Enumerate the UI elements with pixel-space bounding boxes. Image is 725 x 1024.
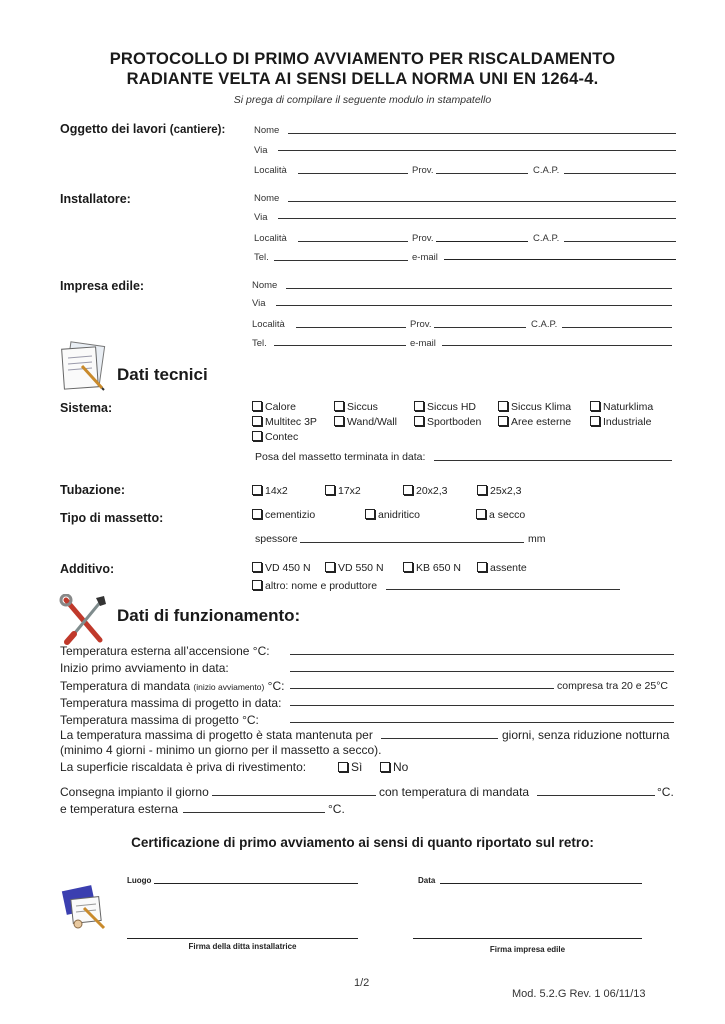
minimo-note: (minimo 4 giorni - minimo un giorno per il massetto a secco).	[60, 743, 382, 757]
oggetto-nome-label: Nome	[254, 125, 280, 136]
impresa-email-label: e-mail	[410, 338, 436, 349]
tubazione-option-14x2[interactable]: 14x2	[252, 485, 288, 497]
checkbox[interactable]	[252, 416, 262, 426]
oggetto-via-field[interactable]	[278, 150, 676, 151]
checkbox[interactable]	[477, 485, 487, 495]
checkbox[interactable]	[477, 562, 487, 572]
luogo-label: Luogo	[127, 876, 152, 885]
checkbox[interactable]	[403, 485, 413, 495]
impresa-localita-label: Località	[252, 319, 285, 330]
sistema-label: Sistema:	[60, 401, 113, 415]
posa-label: Posa del massetto terminata in data:	[255, 451, 426, 463]
checkbox[interactable]	[365, 509, 375, 519]
superficie-option-no[interactable]: No	[380, 760, 408, 774]
additivo-option-kb650n[interactable]: KB 650 N	[403, 562, 461, 574]
altro-field[interactable]	[386, 589, 620, 590]
sistema-option-naturklima[interactable]: Naturklima	[590, 401, 653, 413]
impresa-nome-field[interactable]	[286, 288, 672, 289]
inizio-label: Inizio primo avviamento in data:	[60, 661, 229, 675]
sistema-option-siccus-klima[interactable]: Siccus Klima	[498, 401, 571, 413]
impresa-tel-label: Tel.	[252, 338, 267, 349]
massetto-label: Tipo di massetto:	[60, 511, 164, 525]
max-data-label: Temperatura massima di progetto in data:	[60, 696, 282, 710]
installatore-nome-field[interactable]	[288, 201, 676, 202]
impresa-via-label: Via	[252, 298, 266, 309]
mandata-label: Temperatura di mandata (inizio avviamento) °C:	[60, 679, 285, 693]
e-temp-field[interactable]	[183, 812, 325, 813]
con-temp-unit: °C.	[657, 785, 674, 799]
luogo-field[interactable]	[154, 883, 358, 884]
temp-esterna-label: Temperatura esterna all’accensione °C:	[60, 644, 270, 658]
checkbox[interactable]	[590, 401, 600, 411]
tubazione-option-17x2[interactable]: 17x2	[325, 485, 361, 497]
oggetto-prov-field[interactable]	[436, 173, 528, 174]
sistema-option-sportboden[interactable]: Sportboden	[414, 416, 481, 428]
impresa-email-field[interactable]	[442, 345, 672, 346]
checkbox[interactable]	[252, 562, 262, 572]
posa-field[interactable]	[434, 460, 672, 461]
oggetto-via-label: Via	[254, 145, 268, 156]
installatore-cap-field[interactable]	[564, 241, 676, 242]
oggetto-localita-label: Località	[254, 165, 287, 176]
dati-tecnici-heading: Dati tecnici	[117, 365, 208, 384]
installatore-email-field[interactable]	[444, 259, 676, 260]
checkbox[interactable]	[252, 431, 262, 441]
installatore-label: Installatore:	[60, 192, 131, 206]
impresa-cap-label: C.A.P.	[531, 319, 558, 330]
checkbox[interactable]	[252, 509, 262, 519]
page-number: 1/2	[354, 977, 370, 989]
installatore-via-label: Via	[254, 212, 268, 223]
giorni-field[interactable]	[381, 738, 498, 739]
tubazione-option-20x2-3[interactable]: 20x2,3	[403, 485, 448, 497]
data-field[interactable]	[440, 883, 642, 884]
impresa-nome-label: Nome	[252, 280, 278, 291]
additivo-option-altro[interactable]: altro: nome e produttore	[252, 580, 377, 592]
checkbox[interactable]	[498, 401, 508, 411]
subtitle: Si prega di compilare il seguente modulo in stampatello	[233, 94, 492, 106]
checkbox[interactable]	[590, 416, 600, 426]
sistema-option-multitec[interactable]: Multitec 3P	[252, 416, 317, 428]
superficie-label: La superficie riscaldata è priva di rivestimento:	[60, 760, 307, 774]
additivo-option-vd450n[interactable]: VD 450 N	[252, 562, 311, 574]
mandata-field[interactable]	[290, 688, 554, 689]
sistema-option-siccus[interactable]: Siccus	[334, 401, 378, 413]
con-temp-label: con temperatura di mandata	[379, 785, 530, 799]
checkbox[interactable]	[252, 580, 262, 590]
checkbox[interactable]	[325, 485, 335, 495]
firma-impresa-label: Firma impresa edile	[489, 945, 566, 954]
massetto-option-cementizio[interactable]: cementizio	[252, 509, 315, 521]
consegna-label: Consegna impianto il giorno	[60, 785, 209, 799]
notepad-icon	[58, 340, 110, 392]
title-line-2: RADIANTE VELTA AI SENSI DELLA NORMA UNI EN 1264-4.	[126, 70, 599, 88]
impresa-localita-field[interactable]	[296, 327, 406, 328]
installatore-tel-label: Tel.	[254, 252, 269, 263]
tubazione-option-25x2-3[interactable]: 25x2,3	[477, 485, 522, 497]
checkbox[interactable]	[252, 485, 262, 495]
installatore-tel-field[interactable]	[274, 260, 408, 261]
checkbox[interactable]	[414, 416, 424, 426]
sistema-option-contec[interactable]: Contec	[252, 431, 298, 443]
title-line-1: PROTOCOLLO DI PRIMO AVVIAMENTO PER RISCALDAMENTO	[109, 50, 616, 68]
impresa-tel-field[interactable]	[274, 345, 406, 346]
sistema-option-siccus-hd[interactable]: Siccus HD	[414, 401, 476, 413]
additivo-label: Additivo:	[60, 562, 115, 576]
checkbox[interactable]	[334, 401, 344, 411]
e-temp-unit: °C.	[328, 802, 345, 816]
impresa-label: Impresa edile:	[60, 279, 145, 293]
installatore-email-label: e-mail	[412, 252, 438, 263]
sistema-option-wand-wall[interactable]: Wand/Wall	[334, 416, 397, 428]
sistema-option-industriale[interactable]: Industriale	[590, 416, 651, 428]
firma-ditta-field[interactable]	[127, 938, 358, 939]
consegna-field[interactable]	[212, 795, 376, 796]
e-temp-label: e temperatura esterna	[60, 802, 179, 816]
form-revision: Mod. 5.2.G Rev. 1 06/11/13	[512, 988, 646, 1000]
impresa-prov-field[interactable]	[434, 327, 526, 328]
firma-ditta-label: Firma della ditta installatrice	[188, 942, 297, 951]
installatore-cap-label: C.A.P.	[533, 233, 560, 244]
temp-esterna-field[interactable]	[290, 654, 674, 655]
installatore-localita-label: Località	[254, 233, 287, 244]
oggetto-label: Oggetto dei lavori (cantiere):	[60, 122, 226, 136]
checkbox[interactable]	[252, 401, 262, 411]
spessore-unit: mm	[528, 533, 546, 545]
oggetto-cap-label: C.A.P.	[533, 165, 560, 176]
con-temp-field[interactable]	[537, 795, 655, 796]
checkbox[interactable]	[414, 401, 424, 411]
additivo-option-vd550n[interactable]: VD 550 N	[325, 562, 384, 574]
giorni-label: giorni, senza riduzione notturna	[502, 728, 670, 742]
sistema-option-calore[interactable]: Calore	[252, 401, 296, 413]
oggetto-cap-field[interactable]	[564, 173, 676, 174]
installatore-via-field[interactable]	[278, 218, 676, 219]
additivo-option-assente[interactable]: assente	[477, 562, 527, 574]
checkbox[interactable]	[403, 562, 413, 572]
checkbox[interactable]	[498, 416, 508, 426]
max-c-field[interactable]	[290, 722, 674, 723]
spessore-field[interactable]	[300, 542, 524, 543]
sistema-option-aree-esterne[interactable]: Aree esterne	[498, 416, 571, 428]
compresa-note: compresa tra 20 e 25°C	[557, 680, 669, 692]
checkbox[interactable]	[476, 509, 486, 519]
max-c-label: Temperatura massima di progetto °C:	[60, 713, 259, 727]
oggetto-prov-label: Prov.	[412, 165, 434, 176]
oggetto-nome-field[interactable]	[288, 133, 676, 134]
firma-impresa-field[interactable]	[413, 938, 642, 939]
installatore-prov-field[interactable]	[436, 241, 528, 242]
impresa-prov-label: Prov.	[410, 319, 432, 330]
oggetto-localita-field[interactable]	[298, 173, 408, 174]
massetto-option-anidritico[interactable]: anidritico	[365, 509, 420, 521]
checkbox[interactable]	[338, 762, 348, 772]
spessore-label: spessore	[255, 533, 298, 545]
dati-funzionamento-heading: Dati di funzionamento:	[117, 606, 301, 625]
max-data-field[interactable]	[290, 705, 674, 706]
checkbox[interactable]	[334, 416, 344, 426]
data-label: Data	[418, 876, 436, 885]
installatore-nome-label: Nome	[254, 193, 280, 204]
impresa-cap-field[interactable]	[562, 327, 672, 328]
superficie-option-si[interactable]: Sì	[338, 760, 362, 774]
certificazione-title: Certificazione di primo avviamento ai sensi di quanto riportato sul retro:	[131, 835, 594, 850]
installatore-prov-label: Prov.	[412, 233, 434, 244]
installatore-localita-field[interactable]	[298, 241, 408, 242]
signing-icon	[58, 880, 110, 932]
impresa-via-field[interactable]	[276, 305, 672, 306]
checkbox[interactable]	[325, 562, 335, 572]
tools-icon	[58, 594, 110, 646]
massetto-option-a-secco[interactable]: a secco	[476, 509, 525, 521]
inizio-field[interactable]	[290, 671, 674, 672]
checkbox[interactable]	[380, 762, 390, 772]
tubazione-label: Tubazione:	[60, 483, 126, 497]
mantenuta-label: La temperatura massima di progetto è stata mantenuta per	[60, 728, 373, 742]
